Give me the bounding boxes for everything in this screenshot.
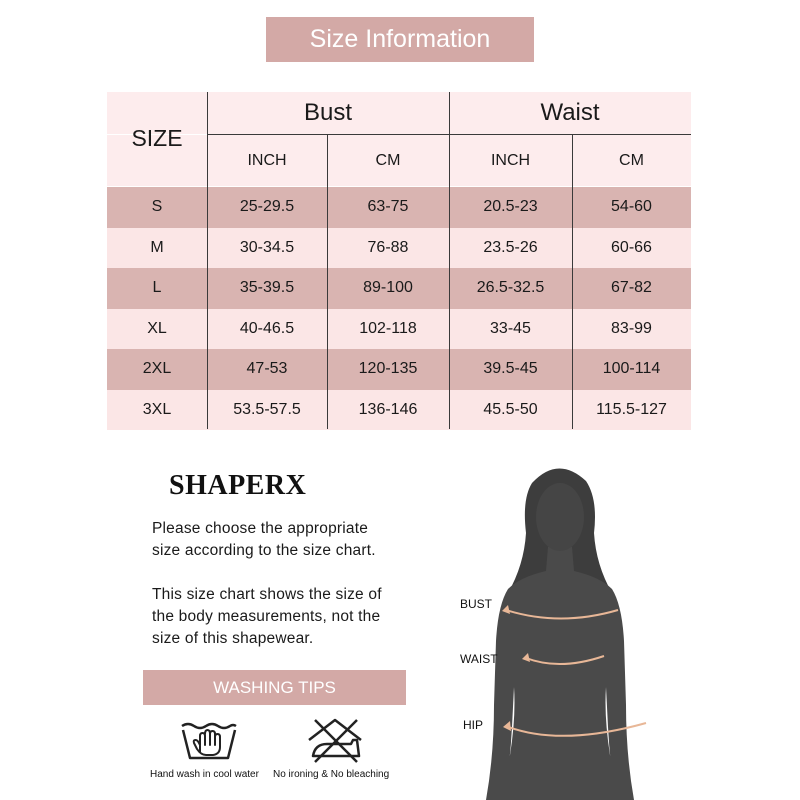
waist-unit-divider	[572, 135, 573, 429]
note-line: the body measurements, not the	[152, 608, 381, 625]
bust-inch-cell: 30-34.5	[239, 238, 295, 256]
bust-cm-cell: 63-75	[367, 198, 409, 216]
size-chart-table	[107, 92, 691, 429]
waist-inch-cell: 26.5-32.5	[476, 279, 545, 297]
waist-cm-cell: 100-114	[602, 360, 661, 378]
bust-inch-cell: 40-46.5	[239, 319, 295, 337]
size-cell: 3XL	[142, 400, 172, 418]
waist-inch-cell: 39.5-45	[483, 360, 538, 378]
waist-inch-cell: 23.5-26	[483, 238, 538, 256]
head-shape	[536, 483, 584, 551]
bust-group-header: Bust	[303, 99, 353, 126]
bust-unit-divider	[327, 135, 328, 429]
table-unit-header-row	[107, 125, 691, 186]
bust-inch-header: INCH	[247, 151, 287, 169]
washing-tips-title: WASHING TIPS	[213, 678, 336, 697]
hip-label: HIP	[463, 718, 484, 732]
size-cell: M	[150, 238, 164, 256]
bust-cm-cell: 136-146	[358, 400, 418, 418]
waist-cm-cell: 115.5-127	[596, 400, 667, 418]
waist-cm-cell: 54-60	[611, 198, 652, 216]
note-line: size of this shapewear.	[152, 630, 314, 647]
note-body-measurements	[152, 584, 382, 650]
waist-inch-cell: 33-45	[490, 319, 531, 337]
bust-cm-cell: 76-88	[367, 238, 409, 256]
note-line: This size chart shows the size of	[152, 586, 382, 603]
size-cell: XL	[147, 319, 167, 337]
size-cell: L	[152, 279, 162, 297]
bust-cm-cell: 120-135	[358, 360, 418, 378]
bust-inch-cell: 35-39.5	[239, 279, 295, 297]
bust-waist-divider	[449, 92, 450, 429]
table-row	[107, 309, 691, 350]
no-iron-no-bleach-icon	[303, 716, 367, 764]
no-iron-no-bleach-label: No ironing & No bleaching	[273, 769, 390, 780]
size-column-divider	[207, 92, 208, 429]
note-line: Please choose the appropriate	[152, 520, 369, 537]
table-row	[107, 349, 691, 390]
size-column-header: SIZE	[131, 125, 183, 151]
size-information-banner	[266, 17, 534, 62]
bust-inch-cell: 47-53	[246, 360, 288, 378]
hand-wash-label: Hand wash in cool water	[150, 769, 259, 780]
waist-label: WAIST	[460, 652, 498, 666]
size-information-title: Size Information	[309, 25, 491, 53]
bust-cm-cell: 102-118	[359, 319, 417, 337]
waist-inch-cell: 20.5-23	[483, 198, 538, 216]
bust-inch-cell: 25-29.5	[239, 198, 295, 216]
waist-group-header: Waist	[540, 99, 600, 126]
table-row	[107, 187, 691, 228]
hand-wash-icon	[178, 716, 240, 764]
note-line: size according to the size chart.	[152, 542, 376, 559]
waist-cm-cell: 60-66	[611, 238, 652, 256]
bust-cm-header: CM	[375, 151, 401, 169]
waist-inch-header: INCH	[490, 151, 531, 169]
table-row	[107, 390, 691, 431]
table-row	[107, 228, 691, 269]
waist-cm-cell: 83-99	[611, 319, 652, 337]
table-row	[107, 268, 691, 309]
bust-label: BUST	[460, 597, 493, 611]
waist-cm-cell: 67-82	[611, 279, 652, 297]
body-silhouette-figure	[440, 455, 680, 800]
body-shape	[486, 547, 634, 800]
waist-cm-header: CM	[619, 151, 644, 169]
size-cell: S	[151, 198, 163, 216]
brand-name: SHAPERX	[169, 470, 307, 501]
waist-inch-cell: 45.5-50	[483, 400, 538, 418]
size-cell: 2XL	[142, 360, 172, 378]
note-choose-size	[152, 518, 376, 562]
bust-cm-cell: 89-100	[363, 279, 413, 297]
bust-inch-cell: 53.5-57.5	[233, 400, 301, 418]
washing-tips-banner	[143, 670, 406, 705]
